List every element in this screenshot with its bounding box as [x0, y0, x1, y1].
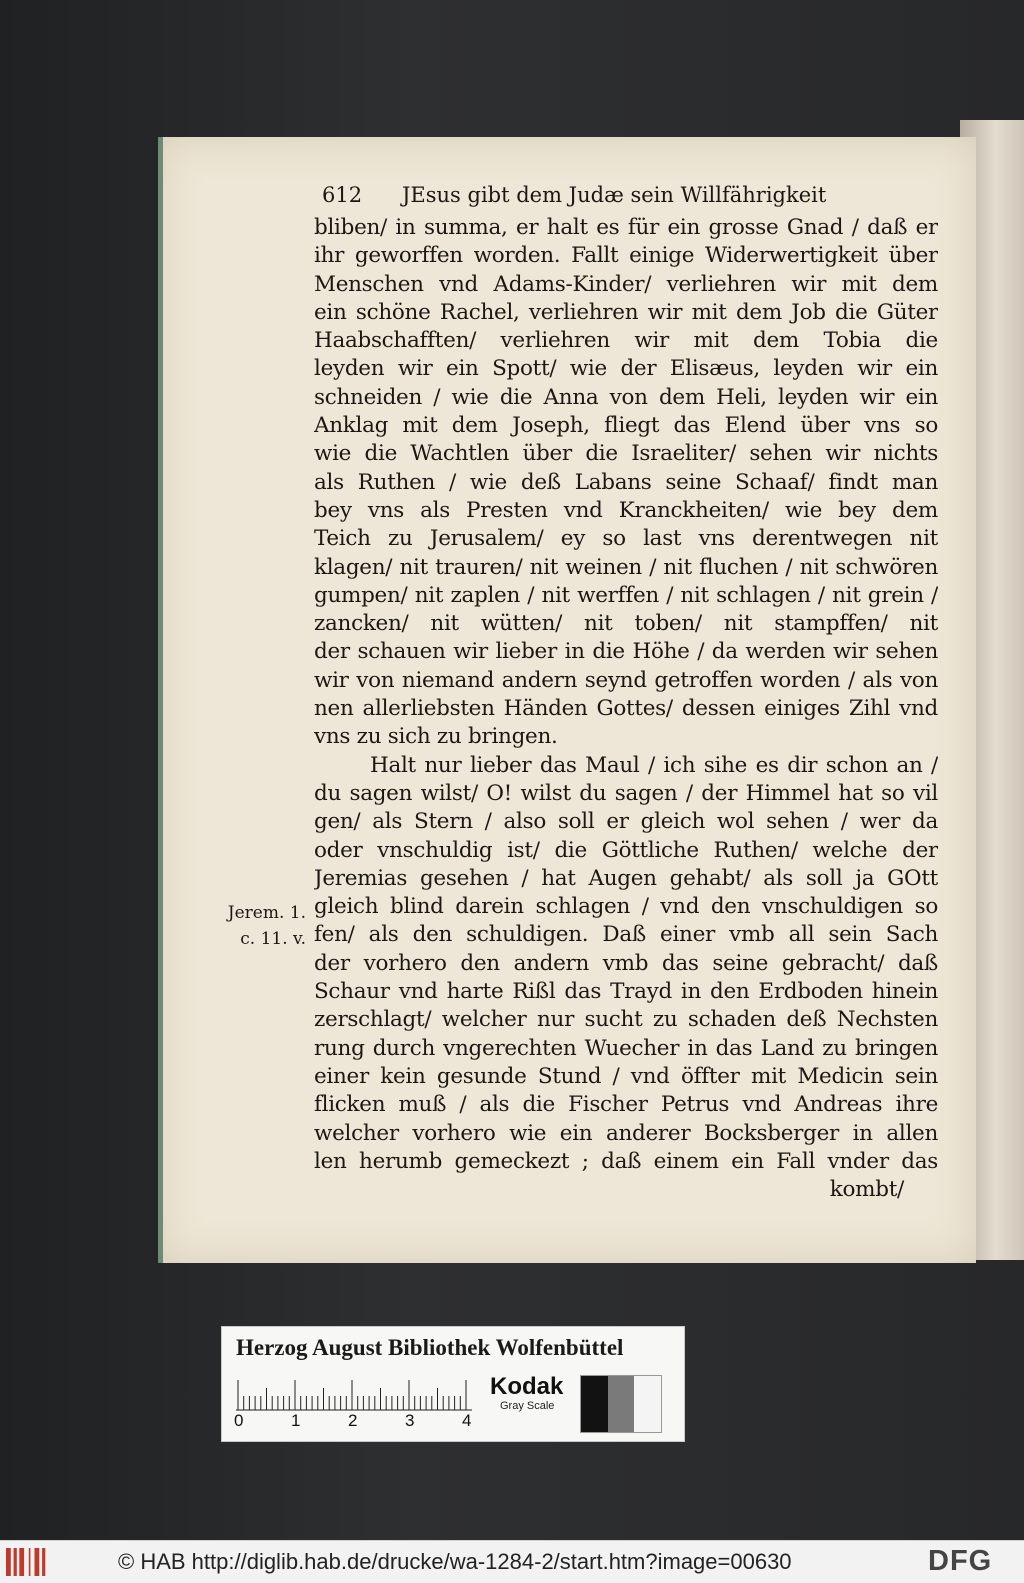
- text-line: ihr geworffen worden. Fallt einige Widerwertigkeit über: [314, 243, 938, 269]
- text-line: Teich zu Jerusalem/ ey so last vns derentwegen nit: [314, 526, 938, 552]
- text-line: vns zu sich zu bringen.: [314, 724, 558, 750]
- text-line: bliben/ in summa, er halt es für ein grosse Gnad / daß er: [314, 215, 938, 240]
- color-scale-card: [221, 1326, 685, 1442]
- barcode-icon: [6, 1548, 48, 1576]
- text-line: rung durch vngerechten Wuecher in das Land zu bringen: [314, 1035, 938, 1061]
- text-line: Haabschafften/ verliehren wir mit dem Tobia die: [314, 328, 938, 354]
- text-line: leyden wir ein Spott/ wie der Elisæus, leyden wir ein: [314, 356, 938, 382]
- ruler-label: 1: [291, 1411, 301, 1430]
- text-line: du sagen wilst/ O! wilst du sagen / der Himmel hat so vil: [314, 780, 938, 806]
- margin-note-line: Jerem. 1.: [227, 903, 306, 923]
- text-line: zancken/ nit wütten/ nit toben/ nit stampffen/ nit: [314, 611, 938, 637]
- footer-bar: [0, 1540, 1024, 1583]
- barcode-bar: [19, 1548, 24, 1576]
- ruler-label: 2: [348, 1411, 358, 1430]
- text-line: als Ruthen / wie deß Labans seine Schaaf/ findt man: [314, 469, 938, 495]
- barcode-bar: [29, 1548, 31, 1576]
- ruler-label: 4: [462, 1411, 472, 1430]
- text-line: gen/ als Stern / also soll er gleich wol sehen / wer da: [314, 809, 938, 835]
- barcode-bar: [14, 1548, 17, 1576]
- body-text: [314, 214, 938, 1214]
- running-title: JEsus gibt dem Judæ sein Willfährigkeit: [402, 183, 827, 207]
- text-line: schneiden / wie die Anna von dem Heli, leyden wir ein: [314, 384, 938, 410]
- ruler-label: 0: [234, 1411, 244, 1430]
- page-binding-edge: [158, 137, 163, 1263]
- text-line: klagen/ nit trauren/ nit weinen / nit fluchen / nit schwören: [314, 554, 938, 580]
- text-line: Anklag mit dem Joseph, fliegt das Elend über vns so: [314, 413, 938, 439]
- swatch-white: [634, 1376, 661, 1432]
- text-line: welcher vorhero wie ein anderer Bocksberger in allen: [314, 1120, 938, 1146]
- margin-note-line: c. 11. v.: [240, 929, 306, 949]
- gray-scale-label: Gray Scale: [500, 1400, 555, 1412]
- page-number: 612: [322, 183, 363, 207]
- text-line: Schaur vnd harte Rißl das Trayd in den Erdboden hinein: [314, 979, 938, 1005]
- library-name: Herzog August Bibliothek Wolfenbüttel: [236, 1335, 624, 1360]
- text-line: einer kein gesunde Stund / vnd öffter mit Medicin sein: [314, 1063, 938, 1089]
- running-head: [322, 183, 932, 211]
- text-line: wie die Wachtlen über die Israeliter/ sehen wir nichts: [314, 441, 938, 467]
- text-line: oder vnschuldig ist/ die Göttliche Ruthen/ welche der: [314, 837, 938, 863]
- ruler-labels: [234, 1411, 484, 1433]
- ruler-label: 3: [405, 1411, 415, 1430]
- text-line: Menschen vnd Adams-Kinder/ verliehren wir mit dem: [314, 271, 938, 297]
- barcode-bar: [42, 1548, 45, 1576]
- text-line: len herumb gemeckezt ; daß einem ein Fall vnder das: [314, 1148, 938, 1174]
- margin-note: [216, 900, 306, 952]
- gray-swatches: [580, 1375, 662, 1433]
- dfg-logo: DFG: [928, 1545, 993, 1577]
- barcode-bar: [6, 1548, 11, 1576]
- text-line: zerschlagt/ welcher nur sucht zu schaden deß Nechsten: [314, 1007, 938, 1033]
- text-line: der schauen wir lieber in die Höhe / da werden wir sehen: [314, 639, 938, 665]
- barcode-bar: [35, 1548, 40, 1576]
- copyright-link[interactable]: © HAB http://diglib.hab.de/drucke/wa-1284-2/start.htm?image=00630: [118, 1549, 792, 1574]
- text-line: bey vns als Presten vnd Kranckheiten/ wie bey dem: [314, 497, 938, 523]
- text-line: kombt/: [829, 1177, 904, 1203]
- text-line: nen allerliebsten Händen Gottes/ dessen einiges Zihl vnd: [314, 696, 938, 722]
- text-line: Jeremias gesehen / hat Augen gehabt/ als soll ja GOtt: [314, 865, 938, 891]
- kodak-logo: Kodak: [490, 1373, 564, 1400]
- text-line: ein schöne Rachel, verliehren wir mit dem Job die Güter: [314, 299, 938, 325]
- text-line: Halt nur lieber das Maul / ich sihe es dir schon an /: [370, 752, 938, 778]
- text-line: der vorhero den andern vmb das seine gebracht/ daß: [314, 950, 938, 976]
- ruler-icon: [236, 1377, 472, 1411]
- text-line: flicken muß / als die Fischer Petrus vnd Andreas ihre: [314, 1092, 938, 1118]
- text-line: gleich blind darein schlagen / vnd den vnschuldigen so: [314, 894, 938, 920]
- swatch-black: [581, 1376, 608, 1432]
- text-line: gumpen/ nit zaplen / nit werffen / nit schlagen / nit grein /: [314, 582, 938, 608]
- swatch-gray: [608, 1376, 635, 1432]
- text-line: fen/ als den schuldigen. Daß einer vmb all sein Sach: [314, 922, 938, 948]
- text-line: wir von niemand andern seynd getroffen worden / als von: [314, 667, 938, 693]
